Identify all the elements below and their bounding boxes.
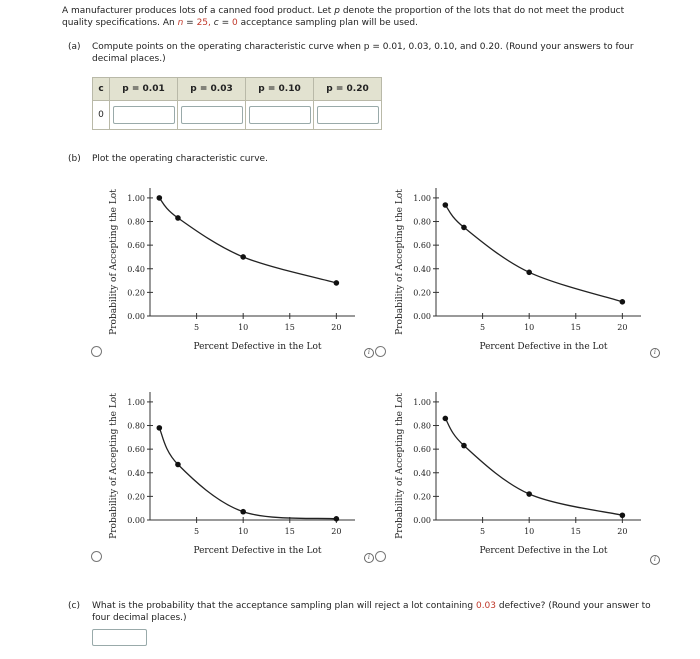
x-tick-label: 10 bbox=[238, 527, 249, 536]
data-point bbox=[334, 516, 340, 522]
x-axis-label: Percent Defective in the Lot bbox=[479, 342, 608, 352]
y-tick-label: 0.20 bbox=[413, 492, 431, 502]
table-cell-c: 0 bbox=[93, 101, 110, 130]
info-icon[interactable]: i bbox=[650, 555, 660, 565]
data-point bbox=[240, 509, 246, 515]
oc-chart-option-3 bbox=[100, 372, 365, 557]
y-tick-label: 0.60 bbox=[413, 445, 431, 455]
data-point bbox=[461, 443, 467, 449]
y-tick-label: 1.00 bbox=[413, 193, 431, 203]
answer-input-reject-probability[interactable] bbox=[92, 629, 147, 646]
x-tick-label: 15 bbox=[284, 527, 295, 536]
oc-curve bbox=[445, 418, 622, 515]
y-tick-label: 0.20 bbox=[127, 492, 145, 502]
data-point bbox=[443, 416, 449, 422]
oc-chart-option-4 bbox=[386, 372, 651, 557]
x-tick-label: 15 bbox=[284, 323, 295, 332]
x-axis-label: Percent Defective in the Lot bbox=[479, 546, 608, 556]
table-cell-p020 bbox=[314, 101, 382, 130]
x-tick-label: 10 bbox=[524, 323, 535, 332]
oc-curve bbox=[159, 198, 336, 283]
y-tick-label: 0.80 bbox=[413, 421, 431, 431]
data-point bbox=[157, 425, 163, 431]
y-axis-label: Probability of Accepting the Lot bbox=[109, 393, 119, 539]
y-axis-label: Probability of Accepting the Lot bbox=[395, 189, 405, 335]
y-axis-label: Probability of Accepting the Lot bbox=[395, 393, 405, 539]
radio-option-2[interactable] bbox=[375, 346, 386, 357]
table-header-row bbox=[93, 78, 382, 101]
x-tick-label: 20 bbox=[331, 323, 342, 332]
x-tick-label: 5 bbox=[480, 323, 486, 332]
answer-input-p003[interactable] bbox=[181, 106, 243, 124]
info-icon[interactable]: i bbox=[364, 553, 374, 563]
table-header-p020: p = 0.20 bbox=[314, 78, 382, 101]
y-tick-label: 0.20 bbox=[127, 288, 145, 298]
table-header-p010: p = 0.10 bbox=[246, 78, 314, 101]
part-b-text: Plot the operating characteristic curve. bbox=[92, 154, 268, 164]
y-tick-label: 0.80 bbox=[413, 217, 431, 227]
table-header-p003: p = 0.03 bbox=[178, 78, 246, 101]
y-tick-label: 0.60 bbox=[413, 241, 431, 251]
y-tick-label: 0.80 bbox=[127, 421, 145, 431]
data-point bbox=[526, 270, 532, 276]
data-point bbox=[334, 280, 340, 286]
radio-option-1[interactable] bbox=[91, 346, 102, 357]
y-tick-label: 0.40 bbox=[127, 468, 145, 478]
radio-option-3[interactable] bbox=[91, 551, 102, 562]
x-tick-label: 15 bbox=[570, 323, 581, 332]
x-tick-label: 20 bbox=[331, 527, 342, 536]
data-point bbox=[175, 215, 181, 221]
x-tick-label: 5 bbox=[194, 323, 200, 332]
y-tick-label: 0.40 bbox=[413, 468, 431, 478]
x-axis-label: Percent Defective in the Lot bbox=[193, 546, 322, 556]
problem-intro-line1: A manufacturer produces lots of a canned food product. Let p denote the proportion of the lots that do not meet the product bbox=[62, 6, 625, 16]
oc-curve bbox=[159, 428, 336, 519]
y-tick-label: 1.00 bbox=[413, 397, 431, 407]
y-tick-label: 1.00 bbox=[127, 397, 145, 407]
table-cell-p001 bbox=[110, 101, 178, 130]
y-tick-label: 0.00 bbox=[127, 312, 145, 321]
x-tick-label: 20 bbox=[617, 527, 628, 536]
data-point bbox=[620, 299, 626, 305]
part-c-label: (c) bbox=[68, 601, 80, 611]
table-row bbox=[93, 101, 382, 130]
x-axis-label: Percent Defective in the Lot bbox=[193, 342, 322, 352]
y-tick-label: 0.40 bbox=[413, 264, 431, 274]
y-tick-label: 0.60 bbox=[127, 241, 145, 251]
y-axis-label: Probability of Accepting the Lot bbox=[109, 189, 119, 335]
answer-input-p001[interactable] bbox=[113, 106, 175, 124]
radio-option-4[interactable] bbox=[375, 551, 386, 562]
data-point bbox=[175, 462, 181, 468]
answer-input-p010[interactable] bbox=[249, 106, 311, 124]
y-tick-label: 0.00 bbox=[413, 516, 431, 525]
oc-chart-option-1 bbox=[100, 168, 365, 353]
part-c-text-line1: What is the probability that the acceptance sampling plan will reject a lot containing 0.03 defective? (Round your answer to bbox=[92, 601, 651, 611]
x-tick-label: 5 bbox=[480, 527, 486, 536]
info-icon[interactable]: i bbox=[364, 348, 374, 358]
info-icon[interactable]: i bbox=[650, 348, 660, 358]
answer-input-p020[interactable] bbox=[317, 106, 379, 124]
x-tick-label: 10 bbox=[238, 323, 249, 332]
table-header-c: c bbox=[93, 78, 110, 101]
data-point bbox=[157, 195, 163, 201]
problem-intro-line2: quality specifications. An n = 25, c = 0 acceptance sampling plan will be used. bbox=[62, 18, 418, 28]
x-tick-label: 20 bbox=[617, 323, 628, 332]
data-point bbox=[620, 512, 626, 518]
y-tick-label: 1.00 bbox=[127, 193, 145, 203]
y-tick-label: 0.00 bbox=[127, 516, 145, 525]
table-cell-p010 bbox=[246, 101, 314, 130]
x-tick-label: 5 bbox=[194, 527, 200, 536]
x-tick-label: 10 bbox=[524, 527, 535, 536]
y-tick-label: 0.00 bbox=[413, 312, 431, 321]
oc-chart-option-2 bbox=[386, 168, 651, 353]
part-a-label: (a) bbox=[68, 42, 81, 52]
table-cell-p003 bbox=[178, 101, 246, 130]
oc-curve bbox=[445, 205, 622, 302]
part-a-text-line2: decimal places.) bbox=[92, 54, 166, 64]
data-point bbox=[443, 202, 449, 208]
data-point bbox=[240, 254, 246, 260]
y-tick-label: 0.60 bbox=[127, 445, 145, 455]
y-tick-label: 0.20 bbox=[413, 288, 431, 298]
x-tick-label: 15 bbox=[570, 527, 581, 536]
y-tick-label: 0.40 bbox=[127, 264, 145, 274]
data-point bbox=[461, 225, 467, 231]
y-tick-label: 0.80 bbox=[127, 217, 145, 227]
part-b-label: (b) bbox=[68, 154, 81, 164]
data-point bbox=[526, 491, 532, 497]
oc-points-table bbox=[92, 77, 382, 130]
part-a-text-line1: Compute points on the operating characteristic curve when p = 0.01, 0.03, 0.10, and 0.20. (Round your answers to four bbox=[92, 42, 634, 52]
part-c-text-line2: four decimal places.) bbox=[92, 613, 187, 623]
table-header-p001: p = 0.01 bbox=[110, 78, 178, 101]
